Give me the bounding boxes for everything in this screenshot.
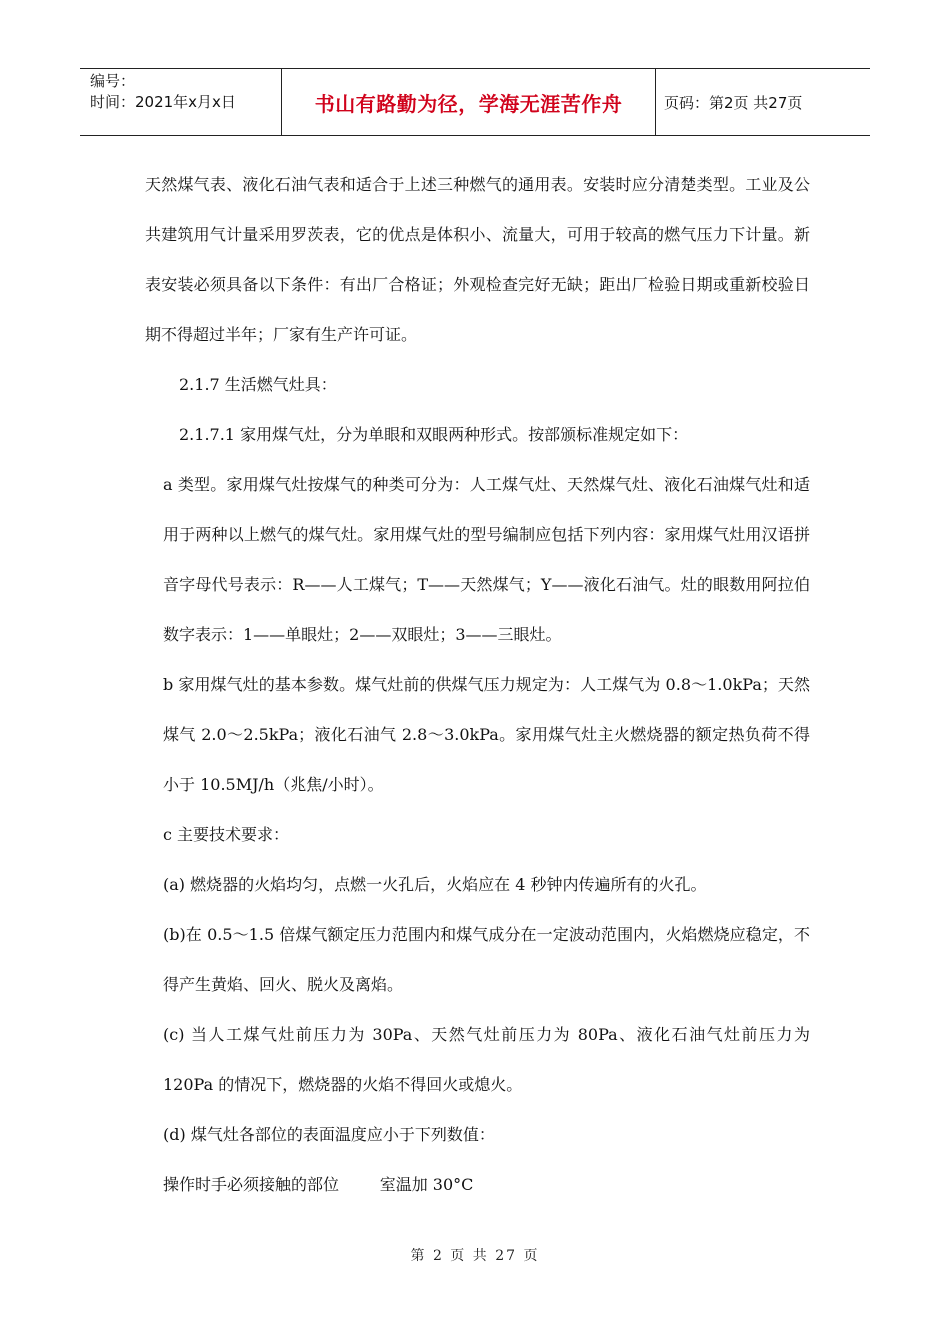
header-motto: 书山有路勤为径，学海无涯苦作舟 <box>282 69 656 135</box>
section-heading-2-1-7: 2.1.7 生活燃气灶具： <box>179 375 337 394</box>
page-footer: 第 2 页 共 27 页 <box>410 1248 540 1264</box>
paragraph-meter-types: 天然煤气表、液化石油气表和适合于上述三种燃气的通用表。安装时应分清楚类型。工业及公共建筑用气计量采用罗茨表，它的优点是体积小、流量大，可用于较高的燃气压力下计量。新表安装必须具备以下条件：有出厂合格证；外观检查完好无缺；距出厂检验日期或重新校验日期不得超过半年；厂家有生产许可证。 <box>145 175 810 344</box>
document-body <box>145 160 810 1210</box>
temperature-row: 操作时手必须接触的部位 室温加 30°C <box>163 1175 474 1194</box>
item-c-pressure: (c) 当人工煤气灶前压力为 30Pa、天然气灶前压力为 80Pa、液化石油气灶前压力为 120Pa 的情况下，燃烧器的火焰不得回火或熄火。 <box>163 1025 810 1094</box>
header-page-info: 页码：第2页 共27页 <box>664 93 803 112</box>
serial-label: 编号： <box>90 72 136 90</box>
header-meta <box>80 69 282 135</box>
item-d-temperature: (d) 煤气灶各部位的表面温度应小于下列数值： <box>163 1125 495 1144</box>
date-line: 时间：2021年x月x日 <box>90 93 236 111</box>
paragraph-c-requirements: c 主要技术要求： <box>163 825 290 844</box>
section-heading-2-1-7-1: 2.1.7.1 家用煤气灶，分为单眼和双眼两种形式。按部颁标准规定如下： <box>179 425 689 444</box>
paragraph-b-parameters: b 家用煤气灶的基本参数。煤气灶前的供煤气压力规定为：人工煤气为 0.8～1.0kPa；天然煤气 2.0～2.5kPa；液化石油气 2.8～3.0kPa。家用煤气灶主火燃烧器的额定热负荷不得小于 10.5MJ/h（兆焦/小时）。 <box>163 675 810 794</box>
item-b-stability: (b)在 0.5～1.5 倍煤气额定压力范围内和煤气成分在一定波动范围内，火焰燃烧应稳定，不得产生黄焰、回火、脱火及离焰。 <box>163 925 810 994</box>
item-a-flame: (a) 燃烧器的火焰均匀，点燃一火孔后，火焰应在 4 秒钟内传遍所有的火孔。 <box>163 875 707 894</box>
paragraph-a-types: a 类型。家用煤气灶按煤气的种类可分为：人工煤气灶、天然煤气灶、液化石油煤气灶和适用于两种以上燃气的煤气灶。家用煤气灶的型号编制应包括下列内容：家用煤气灶用汉语拼音字母代号表示：R——人工煤气；T——天然煤气；Y——液化石油气。灶的眼数用阿拉伯数字表示：1——单眼灶；2——双眼灶；3——三眼灶。 <box>163 475 810 644</box>
page-header <box>80 68 870 136</box>
